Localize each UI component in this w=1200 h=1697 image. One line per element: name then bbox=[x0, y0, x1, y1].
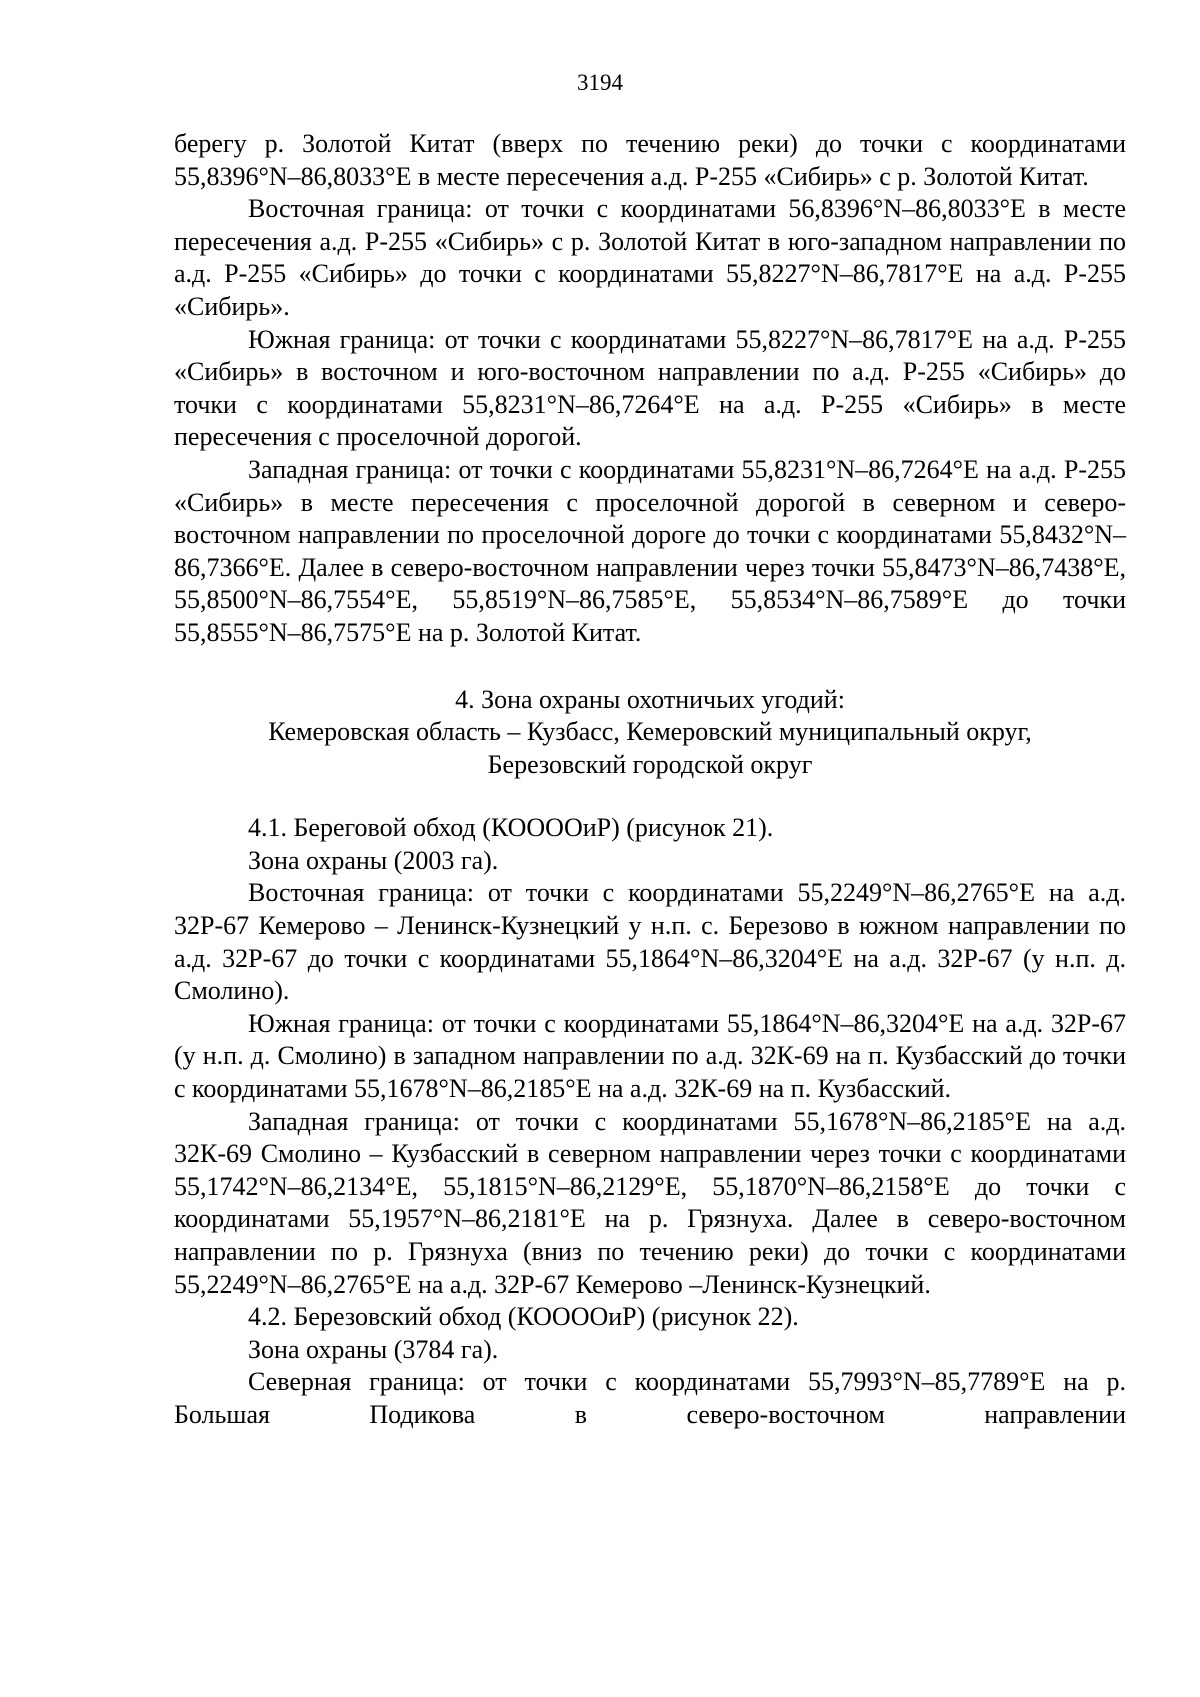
section-heading-line-3: Березовский городской округ bbox=[487, 749, 813, 779]
document-body bbox=[174, 128, 1126, 1432]
subsection-title-4-2: 4.2. Березовский обход (КООООиР) (рисунок 22). bbox=[248, 1302, 799, 1332]
paragraph-continuation: берегу р. Золотой Китат (вверх по течению реки) до точки с координатами 55,8396°N–86,8033°E в месте пересечения а.д. Р-255 «Сибирь» с р. Золотой Китат. bbox=[174, 129, 1126, 191]
paragraph-east-boundary-4-1: Восточная граница: от точки с координатами 55,2249°N–86,2765°E на а.д. 32Р-67 Кемерово – Ленинск-Кузнецкий у н.п. с. Березово в южном направлении по а.д. 32Р-67 до точки с координатами 55,1864°N–86,3204°E на а.д. 32Р-67 (у н.п. д. Смолино). bbox=[174, 878, 1126, 1006]
paragraph-west-boundary-4-1: Западная граница: от точки с координатами 55,1678°N–86,2185°E на а.д. 32К-69 Смолино – Кузбасский в северном направлении через точки с координатами 55,1742°N–86,2134°E, 55,1815°N–86,2129°E, 55,1870°N–86,2158°E до точки с координатами 55,1957°N–86,2181°E на р. Грязнуха. Далее в северо-восточном направлении по р. Грязнуха (вниз по течению реки) до точки с координатами 55,2249°N–86,2765°E на а.д. 32Р-67 Кемерово –Ленинск-Кузнецкий. bbox=[174, 1106, 1126, 1299]
protection-zone-area-4-1: Зона охраны (2003 га). bbox=[248, 845, 499, 875]
page-number: 3194 bbox=[577, 70, 623, 95]
subsection-title-4-1: 4.1. Береговой обход (КООООиР) (рисунок 21). bbox=[248, 813, 774, 843]
paragraph-east-boundary-1: Восточная граница: от точки с координатами 56,8396°N–86,8033°E в месте пересечения а.д. Р-255 «Сибирь» с р. Золотой Китат в юго-западном направлении по а.д. Р-255 «Сибирь» до точки с координатами 55,8227°N–86,7817°E на а.д. Р-255 «Сибирь». bbox=[174, 194, 1126, 321]
section-heading-line-2: Кемеровская область – Кузбасс, Кемеровский муниципальный округ, bbox=[268, 717, 1032, 747]
section-heading-line-1: 4. Зона охраны охотничьих угодий: bbox=[455, 684, 845, 714]
paragraph-west-boundary-1: Западная граница: от точки с координатами 55,8231°N–86,7264°E на а.д. Р-255 «Сибирь» в месте пересечения с проселочной дорогой в северном и северо-восточном направлении по проселочной дороге до точки с координатами 55,8432°N–86,7366°E. Далее в северо-восточном направлении через точки 55,8473°N–86,7438°E, 55,8500°N–86,7554°E, 55,8519°N–86,7585°E, 55,8534°N–86,7589°E до точки 55,8555°N–86,7575°E на р. Золотой Китат. bbox=[174, 454, 1126, 647]
paragraph-south-boundary-1: Южная граница: от точки с координатами 55,8227°N–86,7817°E на а.д. Р-255 «Сибирь» в восточном и юго-восточном направлении по а.д. Р-255 «Сибирь» до точки с координатами 55,8231°N–86,7264°E на а.д. Р-255 «Сибирь» в месте пересечения с проселочной дорогой. bbox=[174, 324, 1126, 452]
protection-zone-area-4-2: Зона охраны (3784 га). bbox=[248, 1334, 499, 1364]
paragraph-south-boundary-4-1: Южная граница: от точки с координатами 55,1864°N–86,3204°E на а.д. 32Р-67 (у н.п. д. Смолино) в западном направлении по а.д. 32К-69 на п. Кузбасский до точки с координатами 55,1678°N–86,2185°E на а.д. 32К-69 на п. Кузбасский. bbox=[174, 1008, 1126, 1104]
paragraph-north-boundary-4-2: Северная граница: от точки с координатами 55,7993°N–85,7789°E на р. Большая Подикова в северо-восточном направлении bbox=[174, 1367, 1126, 1429]
